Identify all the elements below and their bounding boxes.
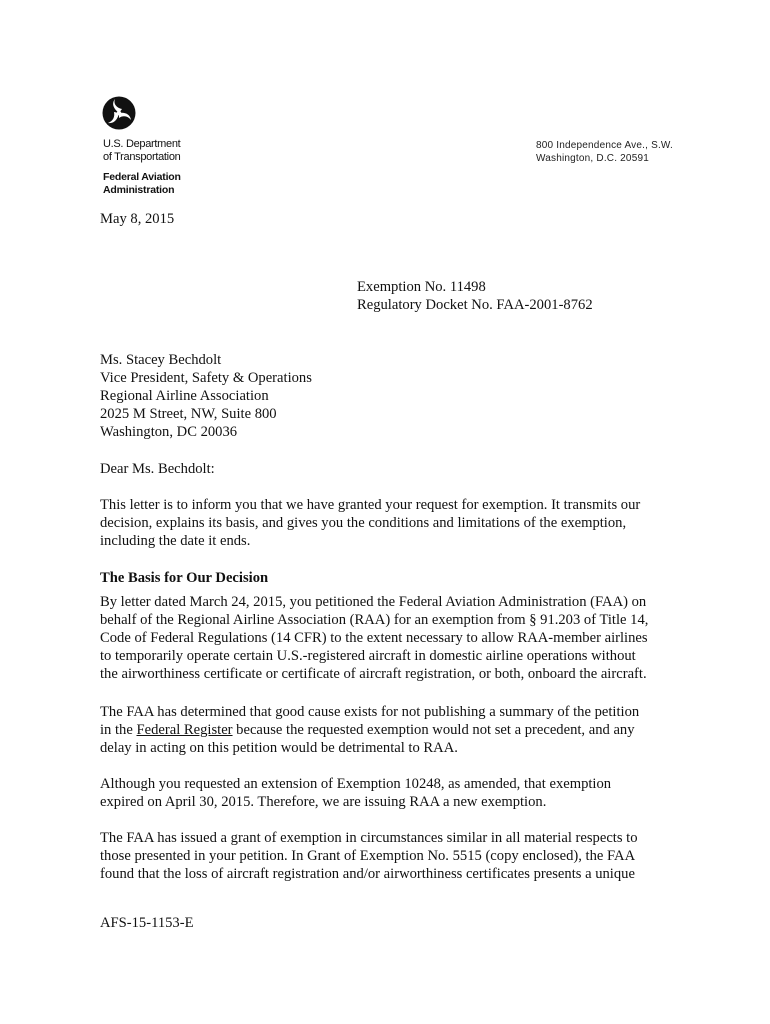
paragraph-line: the airworthiness certificate or certificate of aircraft registration, or both, onboard the aircraft. bbox=[100, 666, 647, 682]
recipient-organization: Regional Airline Association bbox=[100, 388, 269, 404]
recipient-street: 2025 M Street, NW, Suite 800 bbox=[100, 406, 277, 422]
exemption-number: Exemption No. 11498 bbox=[357, 279, 486, 295]
paragraph-line: The FAA has issued a grant of exemption in circumstances similar in all material respects to bbox=[100, 830, 638, 846]
recipient-city: Washington, DC 20036 bbox=[100, 424, 238, 440]
agency-line-1: Federal Aviation bbox=[103, 171, 181, 183]
recipient-title: Vice President, Safety & Operations bbox=[100, 370, 312, 386]
dot-logo bbox=[102, 96, 136, 130]
paragraph-line: those presented in your petition. In Grant of Exemption No. 5515 (copy enclosed), the FAA bbox=[100, 848, 636, 864]
section-heading: The Basis for Our Decision bbox=[100, 570, 269, 586]
agency-line-2: Administration bbox=[103, 183, 175, 196]
paragraph-line: Code of Federal Regulations (14 CFR) to the extent necessary to allow RAA-member airlines bbox=[100, 630, 648, 646]
paragraph-line: to temporarily operate certain U.S.-registered aircraft in domestic airline operations without bbox=[100, 648, 636, 664]
letter-date: May 8, 2015 bbox=[100, 211, 175, 227]
docket-number: Regulatory Docket No. FAA-2001-8762 bbox=[357, 297, 593, 313]
salutation: Dear Ms. Bechdolt: bbox=[100, 461, 215, 477]
paragraph-line: This letter is to inform you that we have granted your request for exemption. It transmits our bbox=[100, 497, 641, 513]
paragraph-2 bbox=[100, 703, 639, 757]
paragraph-line: including the date it ends. bbox=[100, 533, 251, 549]
paragraph-line: behalf of the Regional Airline Association (RAA) for an exemption from § 91.203 of Title 14, bbox=[100, 612, 649, 628]
department-name bbox=[103, 138, 180, 164]
paragraph-line: decision, explains its basis, and gives you the conditions and limitations of the exemption, bbox=[100, 515, 627, 531]
department-line-1: U.S. Department bbox=[103, 138, 181, 150]
text-span: in the bbox=[100, 722, 137, 738]
paragraph-line: found that the loss of aircraft registration and/or airworthiness certificates presents a unique bbox=[100, 866, 635, 882]
document-code: AFS-15-1153-E bbox=[100, 915, 194, 931]
address-line-1: 800 Independence Ave., S.W. bbox=[536, 140, 673, 151]
recipient-name: Ms. Stacey Bechdolt bbox=[100, 352, 222, 368]
paragraph-line: The FAA has determined that good cause exists for not publishing a summary of the petition bbox=[100, 704, 640, 720]
paragraph-line: delay in acting on this petition would be detrimental to RAA. bbox=[100, 740, 458, 756]
paragraph-line: Although you requested an extension of Exemption 10248, as amended, that exemption bbox=[100, 776, 612, 792]
department-line-2: of Transportation bbox=[103, 151, 181, 163]
intro-paragraph bbox=[100, 496, 640, 550]
reference-block bbox=[357, 278, 593, 314]
paragraph-1 bbox=[100, 593, 648, 683]
text-span: because the requested exemption would not set a precedent, and any bbox=[232, 722, 635, 738]
paragraph-4 bbox=[100, 829, 638, 883]
agency-name bbox=[103, 171, 181, 196]
paragraph-line: expired on April 30, 2015. Therefore, we are issuing RAA a new exemption. bbox=[100, 794, 547, 810]
address-line-2: Washington, D.C. 20591 bbox=[536, 152, 649, 164]
paragraph-line: By letter dated March 24, 2015, you petitioned the Federal Aviation Administration (FAA) on bbox=[100, 594, 647, 610]
paragraph-line bbox=[100, 721, 639, 739]
dot-triskelion-icon bbox=[102, 96, 136, 130]
paragraph-3 bbox=[100, 775, 611, 811]
agency-address bbox=[536, 140, 673, 165]
federal-register-reference: Federal Register bbox=[136, 722, 233, 738]
recipient-address bbox=[100, 351, 312, 441]
